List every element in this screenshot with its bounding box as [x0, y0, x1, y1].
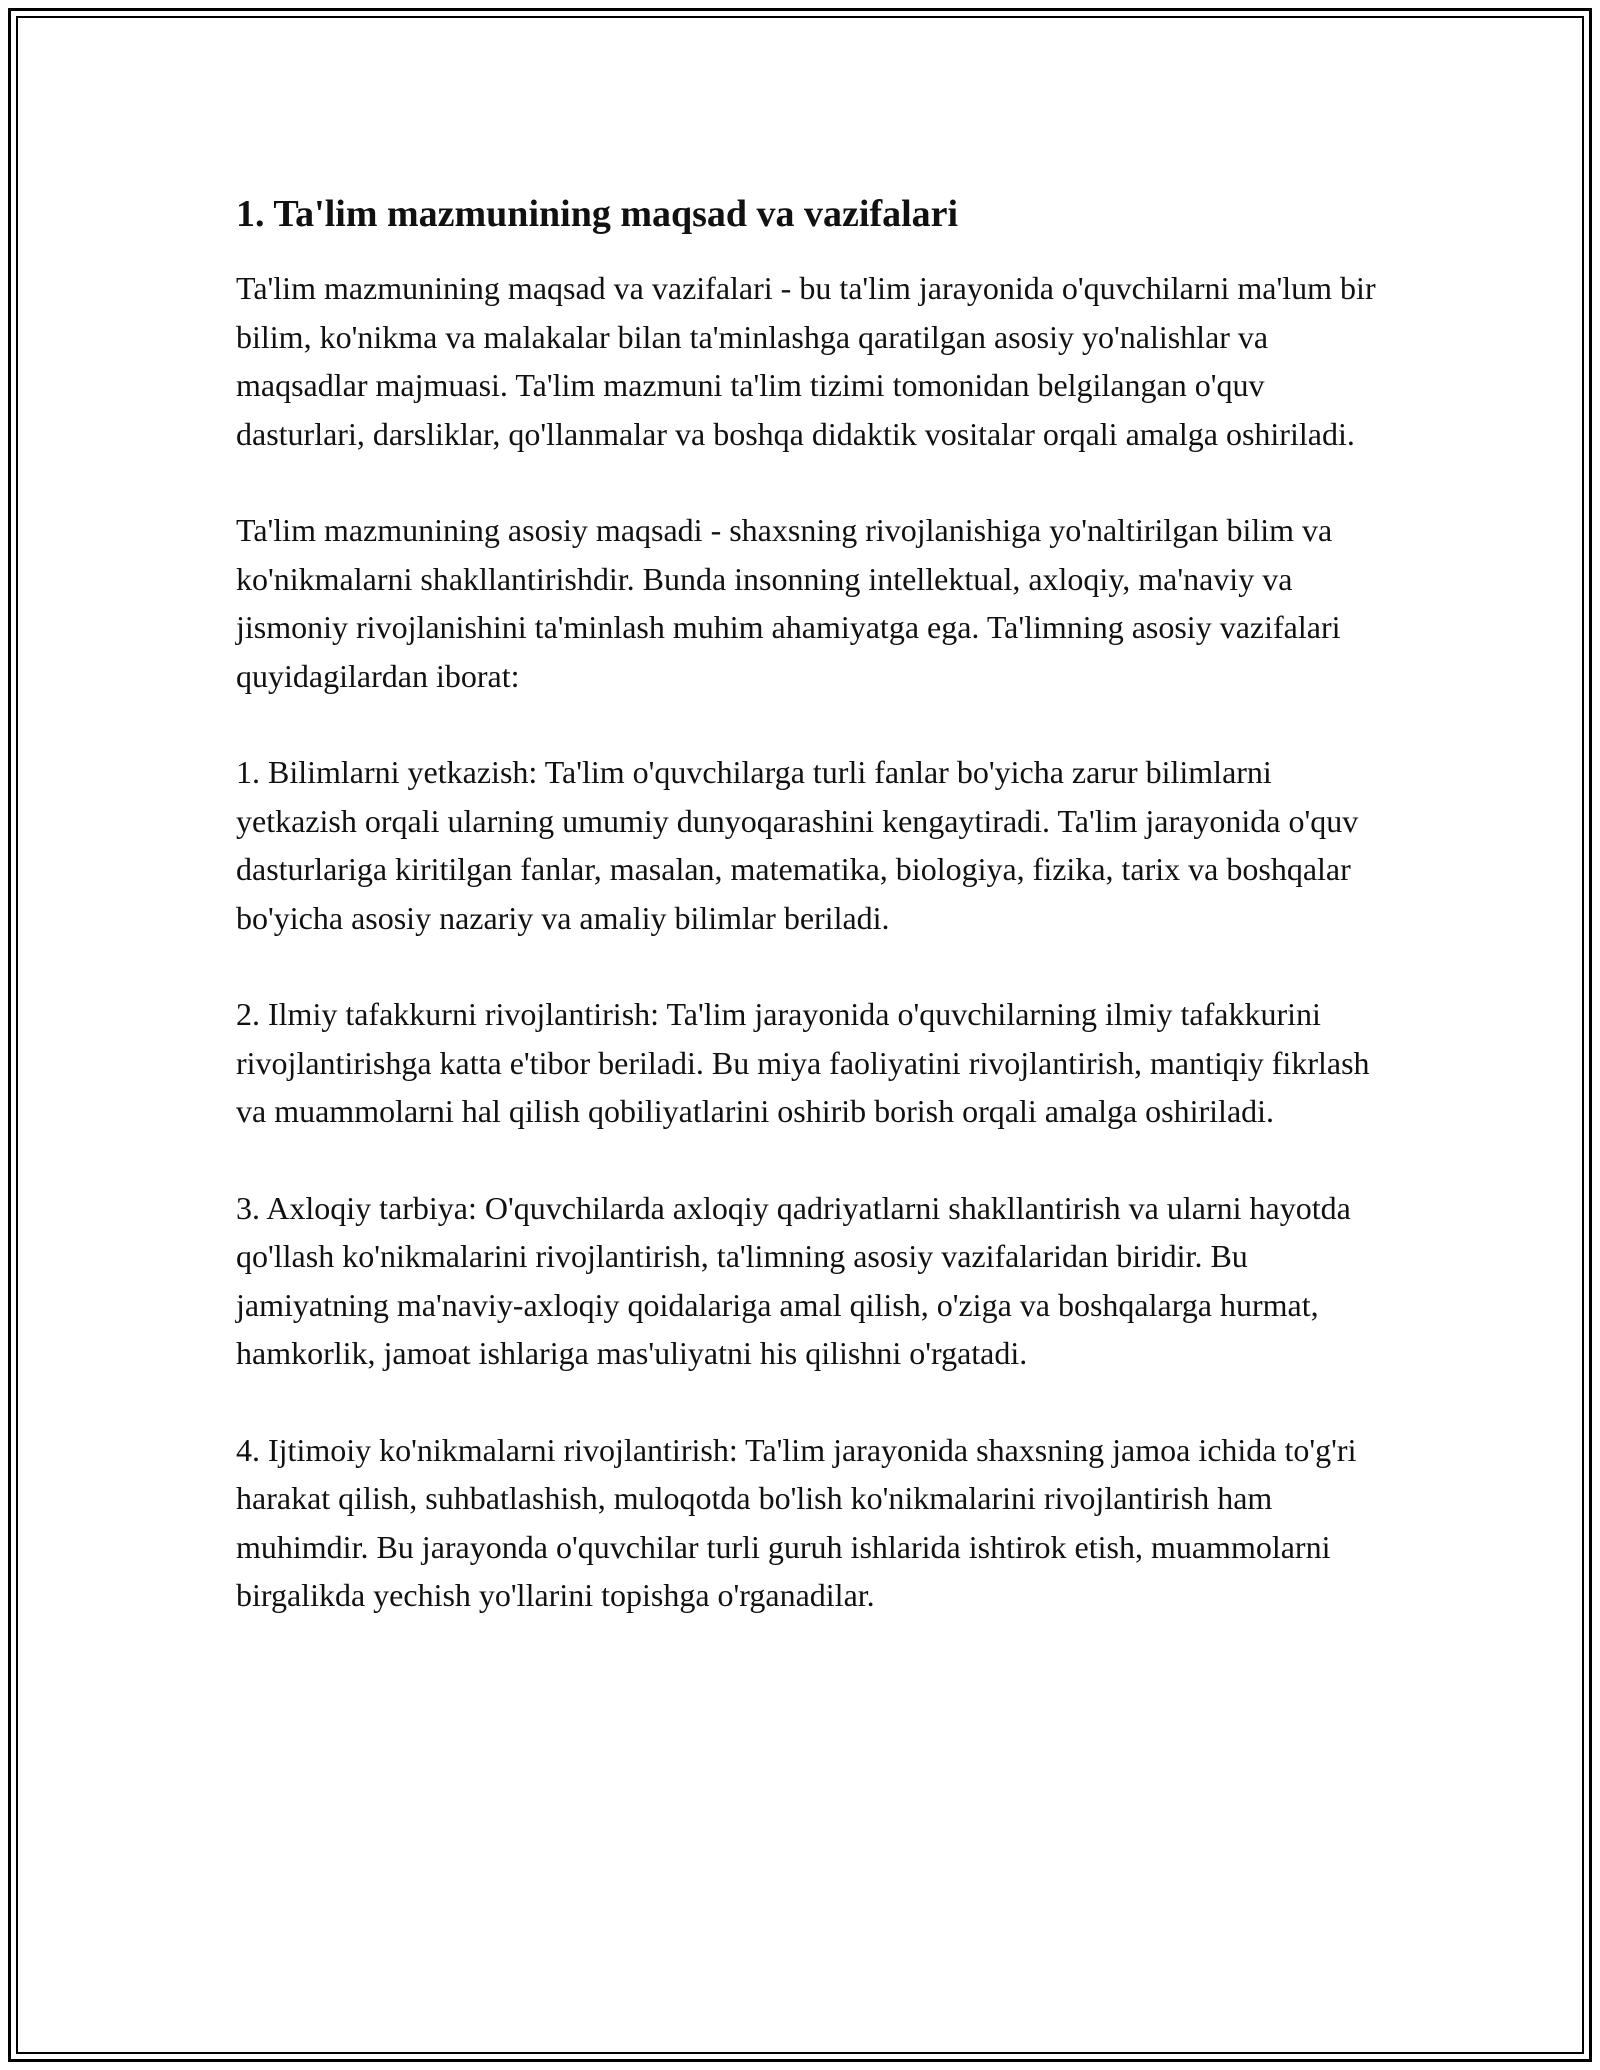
paragraph-intro: Ta'lim mazmunining maqsad va vazifalari - bu ta'lim jarayonida o'quvchilarni ma'lum bir bilim, ko'nikma va malakalar bilan ta'minlashga qaratilgan asosiy yo'nalishlar va maqsadlar majmuasi. Ta'lim mazmuni ta'lim tizimi tomonidan belgilangan o'quv dasturlari, darsliklar, qo'llanmalar va boshqa didaktik vositalar orqali amalga oshiriladi.	[236, 270, 1376, 452]
paragraph-task-4: 4. Ijtimoiy ko'nikmalarni rivojlantirish: Ta'lim jarayonida shaxsning jamoa ichida to'g'ri harakat qilish, suhbatlashish, muloqotda bo'lish ko'nikmalarini rivojlantirish ham muhimdir. Bu jarayonda o'quvchilar turli guruh ishlarida ishtirok etish, muammolarni birgalikda yechish yo'llarini topishga o'rganadilar.	[236, 1431, 1357, 1613]
paragraph-task-1: 1. Bilimlarni yetkazish: Ta'lim o'quvchilarga turli fanlar bo'yicha zarur bilimlarni yetkazish orqali ularning umumiy dunyoqarashini kengaytiradi. Ta'lim jarayonida o'quv dasturlariga kiritilgan fanlar, masalan, matematika, biologiya, fizika, tarix va boshqalar bo'yicha asosiy nazariy va amaliy bilimlar beriladi.	[236, 754, 1359, 936]
section-title: 1. Ta'lim mazmunining maqsad va vazifalari	[236, 193, 959, 235]
document-body	[236, 188, 1386, 1668]
paragraph-main-goal: Ta'lim mazmunining asosiy maqsadi - shaxsning rivojlanishiga yo'naltirilgan bilim va ko'nikmalarni shakllantirishdir. Bunda insonning intellektual, axloqiy, ma'naviy va jismoniy rivojlanishini ta'minlash muhim ahamiyatga ega. Ta'limning asosiy vazifalari quyidagilardan iborat:	[236, 512, 1341, 694]
paragraph-task-3: 3. Axloqiy tarbiya: O'quvchilarda axloqiy qadriyatlarni shakllantirish va ularni hayotda qo'llash ko'nikmalarini rivojlantirish, ta'limning asosiy vazifalaridan biridir. Bu jamiyatning ma'naviy-axloqiy qoidalariga amal qilish, o'ziga va boshqalarga hurmat, hamkorlik, jamoat ishlariga mas'uliyatni his qilishni o'rgatadi.	[236, 1189, 1351, 1371]
paragraph-task-2: 2. Ilmiy tafakkurni rivojlantirish: Ta'lim jarayonida o'quvchilarning ilmiy tafakkurini rivojlantirishga katta e'tibor beriladi. Bu miya faoliyatini rivojlantirish, mantiqiy fikrlash va muammolarni hal qilish qobiliyatlarini oshirib borish orqali amalga oshiriladi.	[236, 996, 1370, 1129]
